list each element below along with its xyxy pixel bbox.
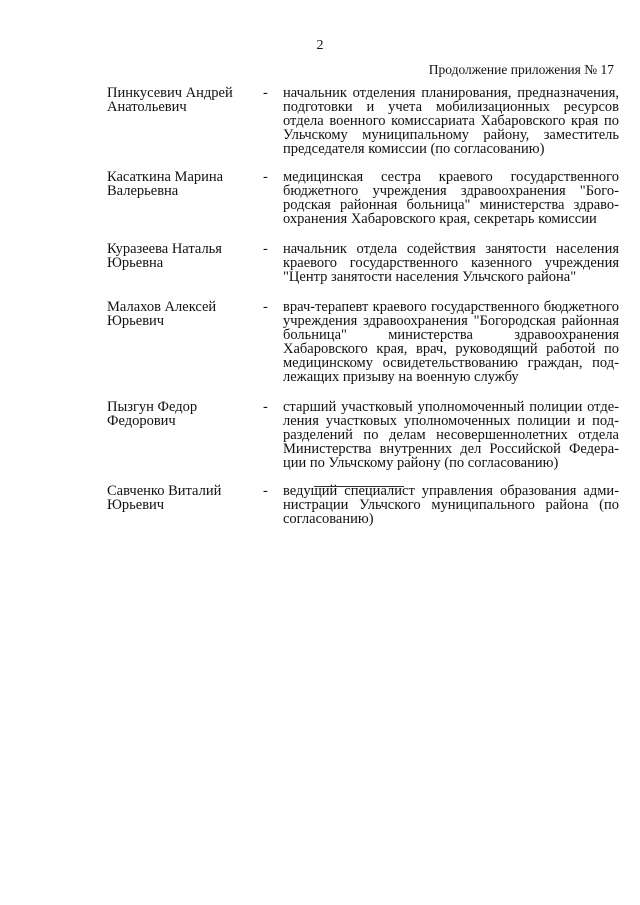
member-name: Куразеева Наталья Юрьевна [107,241,222,271]
member-role: ведущий специалист управления образования администрации Ульчского муниципального района (по согласованию) [283,483,619,527]
member-row [107,300,619,384]
member-name: Савченко Виталий Юрьевич [107,483,222,513]
page-number: 2 [316,38,324,53]
member-row [107,484,619,526]
member-dash: - [263,299,268,315]
commission-members-list [107,86,619,526]
member-row [107,242,619,284]
closing-divider [314,486,404,487]
member-row [107,170,619,226]
member-name: Малахов Алексей Юрьевич [107,299,217,329]
member-name: Пызгун Федор Федорович [107,399,198,429]
member-dash: - [263,85,268,101]
member-dash: - [263,483,268,499]
member-name: Пинкусевич Андрей Анатольевич [107,85,233,115]
member-dash: - [263,169,268,185]
member-name: Касаткина Марина Валерьевна [107,169,224,199]
member-role: начальник отдела содействия занятости населения краевого государственного казенного учреждения "Центр занятости населения Ульчского района" [283,241,619,285]
member-row [107,400,619,470]
member-dash: - [263,399,268,415]
member-role: медицинская сестра краевого государственного бюджетного учреждения здравоохранения "Богородская районная больница" министерства здравоохранения Хабаровского края, секретарь комиссии [283,169,619,227]
member-role: начальник отделения планирования, предназначения, подготовки и учета мобилизационных ресурсов отдела военного комиссариата Хабаровского края по Ульчскому муниципальному району, заместитель председателя комиссии (по согласованию) [283,85,619,157]
member-row [107,86,619,156]
appendix-note: Продолжение приложения № 17 [428,62,614,77]
member-dash: - [263,241,268,257]
member-role: старший участковый уполномоченный полиции отделения участковых уполномоченных полиции и подразделений по делам несовершеннолетних отдела Министерства внутренних дел Российской Федерации по Ульчскому району (по согласованию) [283,399,619,471]
member-role: врач-терапевт краевого государственного бюджетного учреждения здравоохранения "Богородская районная больница" министерства здравоохранения Хабаровского края, врач, руководящий работой по медицинскому освидетельствованию граждан, подлежащих призыву на военную службу [283,299,619,385]
